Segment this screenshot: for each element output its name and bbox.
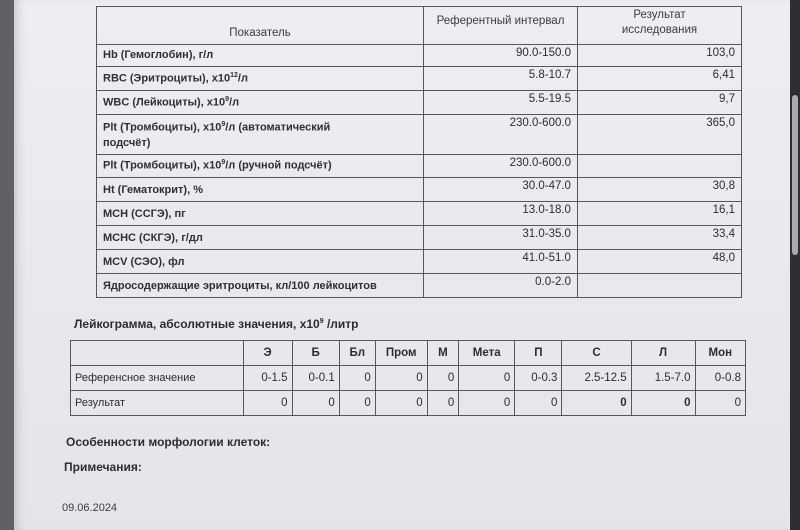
result-cell: 0 [375,391,427,416]
reference-interval: 0.0-2.0 [424,273,578,297]
result-cell: 0 [339,391,375,416]
header-result-line2: исследования [621,24,698,36]
result-cell: 0 [427,391,459,416]
result-value: 16,1 [577,201,741,225]
table-row [97,201,742,225]
reference-interval: 41.0-51.0 [424,249,578,273]
result-cell: 0 [695,391,745,416]
result-cell: 0 [631,391,695,416]
column-header: П [515,341,562,366]
reference-cell: 0-1.5 [243,366,292,391]
header-result [577,7,741,45]
result-value [577,273,741,297]
indicator-name: Hb (Гемоглобин), г/л [97,45,424,67]
column-header: Л [631,341,695,366]
column-header: Мон [695,341,745,366]
table-row [97,249,742,273]
reference-interval: 13.0-18.0 [424,201,578,225]
result-cell: 0 [459,391,515,416]
table-row [97,115,742,155]
table-row [97,67,742,91]
table-row [97,225,742,249]
indicator-name: RBC (Эритроциты), $x10^{12}/л$ [97,67,424,91]
reference-interval: 30.0-47.0 [424,177,578,201]
result-value: 365,0 [577,115,741,155]
result-cell: 0 [243,391,292,416]
table-row [97,45,742,67]
column-header: Пром [375,341,427,366]
table-row [97,273,742,297]
result-cell: 0 [515,391,562,416]
result-cell: 0 [292,391,339,416]
blood-test-table [96,6,742,298]
morphology-label: Особенности морфологии клеток: [66,435,271,449]
reference-interval: 230.0-600.0 [424,115,578,155]
result-row-label: Результат [71,391,244,416]
column-header: Бл [339,341,375,366]
table-row [97,177,742,201]
reference-row-label: Референсное значение [71,366,244,391]
right-background-edge [790,0,800,530]
column-header: М [427,341,459,366]
reference-cell: 0 [459,366,515,391]
column-header: Э [243,341,292,366]
reference-cell: 0 [339,366,375,391]
document-date: 09.06.2024 [62,502,118,514]
leukogram-table [70,340,746,416]
header-result-line1: Результат [633,9,686,21]
result-cell: 0 [562,391,631,416]
leukogram-corner-cell [71,341,244,366]
indicator-name: MCHC (СКГЭ), г/дл [97,225,424,249]
left-background-edge [0,0,14,530]
reference-interval: 31.0-35.0 [424,225,578,249]
indicator-name: Plt (Тромбоциты), $x10^9/л$ (ручной подсчёт) [97,155,424,178]
reference-interval: 230.0-600.0 [424,155,578,178]
table-row [97,155,742,178]
reference-interval: 5.8-10.7 [424,67,578,91]
result-value: 9,7 [577,91,741,115]
reference-interval: 90.0-150.0 [424,45,578,67]
column-header: Б [292,341,339,366]
header-indicator: Показатель [97,7,424,45]
reference-interval: 5.5-19.5 [424,91,578,115]
indicator-name: MCH (ССГЭ), пг [97,201,424,225]
column-header: Мета [459,341,515,366]
reference-cell: 0-0.8 [695,366,745,391]
result-value [577,155,741,178]
leukogram-title: Лейкограмма, абсолютные значения, $x10^9$ /литр [74,317,359,331]
result-value: 48,0 [577,249,741,273]
reference-cell: 0-0.1 [292,366,339,391]
result-value: 30,8 [577,177,741,201]
reference-cell: 2.5-12.5 [562,366,631,391]
table-row [97,91,742,115]
indicator-name: MCV (СЭО), фл [97,249,424,273]
result-value: 6,41 [577,67,741,91]
result-value: 33,4 [577,225,741,249]
reference-cell: 0-0.3 [515,366,562,391]
indicator-name: Ht (Гематокрит), % [97,177,424,201]
reference-cell: 0 [427,366,459,391]
reference-cell: 1.5-7.0 [631,366,695,391]
header-reference: Референтный интервал [424,7,578,45]
scrollbar-thumb[interactable] [792,95,798,255]
result-value: 103,0 [577,45,741,67]
reference-cell: 0 [375,366,427,391]
indicator-name: WBC (Лейкоциты), $x10^9/л$ [97,91,424,115]
notes-label: Примечания: [64,460,142,474]
indicator-name: Plt (Тромбоциты), $x10^9/л$ (автоматический подсчёт) [97,115,424,155]
indicator-name: Ядросодержащие эритроциты, кл/100 лейкоцитов [97,273,424,297]
column-header: С [562,341,631,366]
